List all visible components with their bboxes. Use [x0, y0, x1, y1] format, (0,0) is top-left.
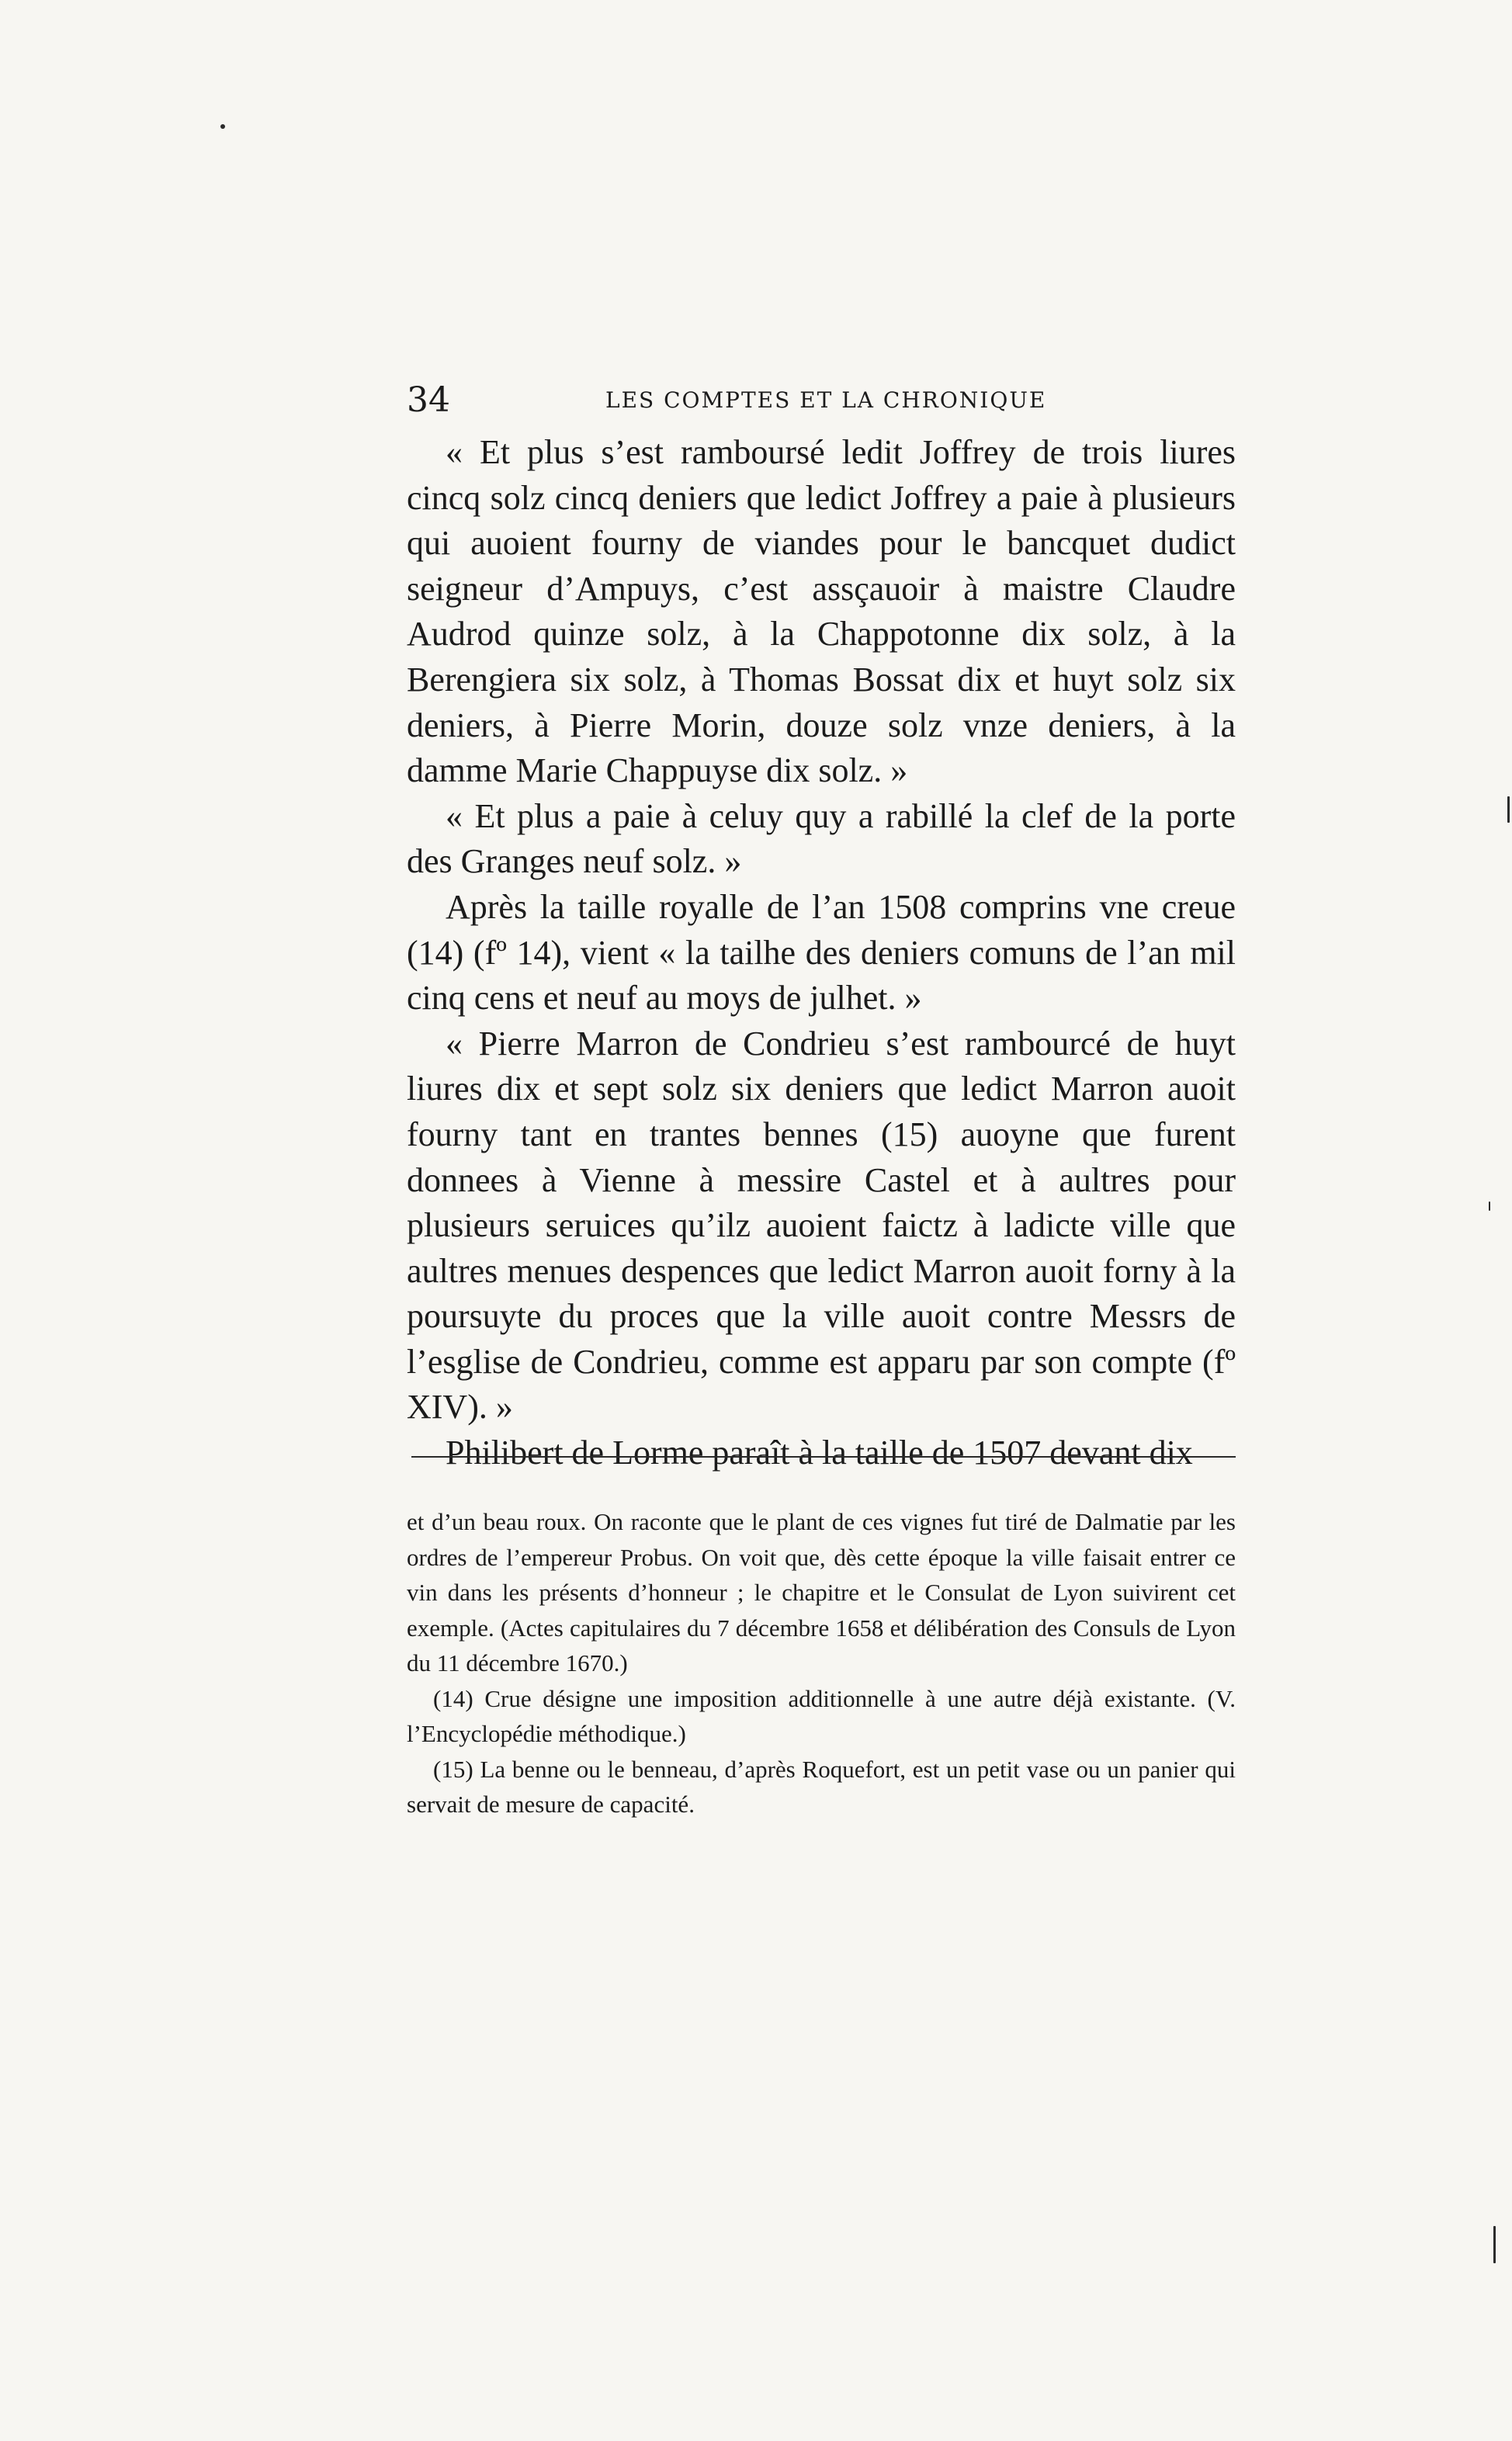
- footnote-14: (14) Crue désigne une imposition additionnelle à une autre déjà existante. (V. l’Encyclopédie méthodique.): [407, 1684, 1236, 1747]
- paragraph-philibert-de-lorme: Philibert de Lorme paraît à la taille de 1507 devant dix: [446, 1434, 1193, 1472]
- page-header: [407, 377, 1236, 424]
- main-text: [407, 430, 1236, 1476]
- footnotes: [407, 1504, 1236, 1822]
- running-title: LES COMPTES ET LA CHRONIQUE: [605, 387, 1047, 413]
- paragraph-taille-1508: Après la taille royalle de l’an 1508 comprins vne creue (14) (fº 14), vient « la tailhe des deniers comuns de l’an mil cinq cens et neuf au moys de julhet. »: [407, 887, 1236, 1018]
- speck: [1489, 1201, 1490, 1211]
- footnote-divider: [411, 1456, 1236, 1458]
- speck: [220, 124, 225, 129]
- paragraph-granges-key: « Et plus a paie à celuy quy a rabillé la clef de la porte des Granges neuf solz. »: [407, 796, 1236, 881]
- footnote-continuation: et d’un beau roux. On raconte que le plant de ces vignes fut tiré de Dalmatie par les ordres de l’empereur Probus. On voit que, dès cette époque la ville faisait entrer ce vin dans les présents d’honneur ; le chapitre et le Consulat de Lyon suivirent cet exemple. (Actes capitulaires du 7 décembre 1658 et délibération des Consuls de Lyon du 11 décembre 1670.): [407, 1508, 1236, 1676]
- speck: [1493, 2226, 1496, 2263]
- footnote-15: (15) La benne ou le benneau, d’après Roquefort, est un petit vase ou un panier qui servait de mesure de capacité.: [407, 1755, 1236, 1818]
- speck: [1507, 796, 1510, 823]
- paragraph-joffrey-reimbursement: « Et plus s’est ramboursé ledit Joffrey de trois liures cincq solz cincq deniers que ledict Joffrey a paie à plusieurs qui auoient fourny de viandes pour le bancquet dudict seigneur d’Ampuys, c’est assçauoir à maistre Claudre Audrod quinze solz, à la Chappotonne dix solz, à la Berengiera six solz, à Thomas Bossat dix et huyt solz six deniers, à Pierre Morin, douze solz vnze deniers, à la damme Marie Chappuyse dix solz. »: [407, 433, 1236, 790]
- paragraph-marron-reimbursement: « Pierre Marron de Condrieu s’est rambourcé de huyt liures dix et sept solz six deniers que ledict Marron auoit fourny tant en trantes bennes (15) auoyne que furent donnees à Vienne à messire Castel et à aultres pour plusieurs seruices qu’ilz auoient faictz à ladicte ville que aultres menues despences que ledict Marron auoit forny à la poursuyte du proces que la ville auoit contre Messrs de l’esglise de Condrieu, comme est apparu par son compte (fº XIV). »: [407, 1024, 1236, 1427]
- page-number: 34: [407, 380, 450, 420]
